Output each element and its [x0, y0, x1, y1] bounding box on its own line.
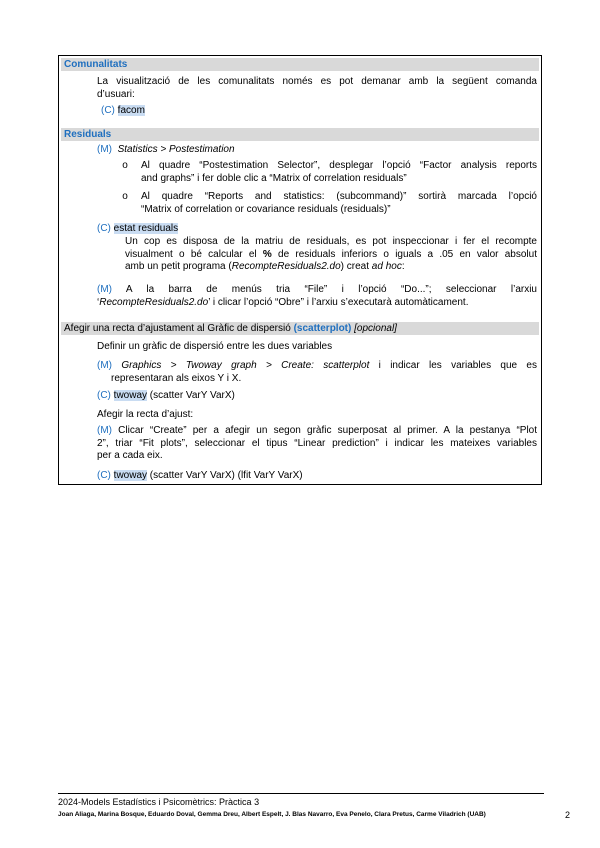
text-italic: ad hoc — [371, 261, 402, 272]
text: i indicar les variables que es — [369, 360, 537, 371]
residuals-paragraph — [125, 236, 537, 274]
command-keyword: twoway — [113, 470, 148, 481]
section-header-residuals: Residuals — [61, 128, 539, 141]
bullet-2-line1: Al quadre “Reports and statistics: (subcommand)” sortirà marcada l’opció — [141, 191, 537, 202]
scatter-menu — [97, 360, 537, 385]
command-text: (scatter VarY VarX) — [147, 390, 235, 401]
residuals-menu-2 — [97, 284, 537, 309]
header-optional: [opcional] — [351, 323, 397, 334]
bullet-icon: o — [122, 191, 128, 202]
command-text: estat residuals — [113, 223, 179, 234]
menu2-line2 — [97, 297, 537, 310]
residuals-cmd — [97, 223, 178, 236]
header-text: Afegir una recta d’ajustament al Gràfic de dispersió — [64, 323, 294, 334]
paragraph-line3 — [125, 261, 537, 274]
comunalitats-cmd — [101, 105, 145, 118]
residuals-bullet-2 — [141, 191, 537, 216]
text: : — [401, 261, 405, 272]
filename: RecompteResiduals2.do — [231, 261, 341, 272]
bullet-2-line2: “Matrix of correlation or covariance residuals (residuals)” — [141, 203, 391, 215]
footer-authors: Joan Aliaga, Marina Bosque, Eduardo Doval, Gemma Dreu, Albert Espelt, J. Blas Navarro, Eva Penelo, Clara Pretus, Carme Viladrich (UAB) — [58, 811, 486, 818]
command-marker: (C) — [97, 223, 111, 234]
scatter-menu2-line1 — [97, 425, 537, 438]
filename: RecompteResiduals2.do — [99, 296, 209, 308]
paragraph-line2 — [125, 249, 537, 262]
scatter-menu-line1 — [97, 360, 537, 373]
footer-course: 2024-Models Estadístics i Psicomètrics: Pràctica 3 — [58, 797, 260, 807]
text: amb un petit programa ( — [125, 261, 232, 272]
bullet-1-line2: and graphs” i fer doble clic a “Matrix of correlation residuals” — [141, 172, 407, 184]
text: de residuals inferiors o iguals a .05 en valor absolut — [271, 248, 537, 260]
section-header-scatter — [61, 322, 539, 335]
scatter-menu-line2: representaran als eixos Y i X. — [111, 372, 242, 384]
footer-rule — [58, 793, 544, 794]
menu2-line1 — [97, 284, 537, 297]
text: ’ i clicar l’opció “Obre” i l’arxiu s’executarà automàticament. — [208, 296, 469, 308]
command-marker: (C) — [97, 390, 111, 401]
text: Clicar “Create” per a afegir un segon gràfic superposat al primer. A la pestanya “Plot — [112, 425, 537, 436]
comunalitats-desc-line2: d’usuari: — [97, 88, 135, 100]
command-text: (scatter VarY VarX) (lfit VarY VarX) — [147, 470, 303, 481]
scatter-menu2-line2: 2”, triar “Fit plots”, seleccionar el tipus “Linear prediction” i indicar les mateixes variables — [97, 437, 537, 449]
scatter-menu-2 — [97, 425, 537, 463]
text: ) creat — [340, 261, 372, 272]
menu-marker: (M) — [97, 284, 112, 295]
page-number: 2 — [565, 810, 571, 820]
command-text: facom — [117, 105, 145, 116]
bullet-icon: o — [122, 160, 128, 171]
text: visualment o bé calcular el — [125, 248, 263, 260]
text: ‘ — [97, 296, 100, 308]
menu-marker: (M) — [97, 360, 112, 371]
command-marker: (C) — [101, 105, 115, 116]
residuals-bullet-1 — [141, 160, 537, 185]
menu-path: Graphics > Twoway graph > Create: scatterplot — [121, 360, 370, 371]
scatter-menu2-line3: per a cada eix. — [97, 450, 163, 461]
text: A la barra de menús tria “File” i l’opció “Do...”; seleccionar l’arxiu — [125, 284, 537, 295]
menu-path: Statistics > Postestimation — [117, 144, 235, 155]
scatter-fit-label: Afegir la recta d’ajust: — [97, 409, 194, 420]
scatter-cmd-1 — [97, 390, 235, 403]
content-box — [58, 55, 542, 485]
scatter-cmd-2 — [97, 470, 303, 483]
command-marker: (C) — [97, 470, 111, 481]
section-header-comunalitats: Comunalitats — [61, 58, 539, 71]
menu-marker: (M) — [97, 144, 112, 155]
paragraph-line1: Un cop es disposa de la matriu de residuals, es pot inspeccionar i fer el recompte — [125, 236, 537, 247]
comunalitats-desc — [97, 76, 537, 101]
comunalitats-desc-line1: La visualització de les comunalitats només es pot demanar amb la següent comanda — [97, 76, 537, 87]
bullet-1-line1: Al quadre “Postestimation Selector”, desplegar l’opció “Factor analysis reports — [141, 160, 537, 171]
residuals-menu — [97, 144, 235, 157]
percent-sign: % — [262, 248, 272, 260]
menu-marker: (M) — [97, 425, 112, 436]
command-keyword: twoway — [113, 390, 148, 401]
header-keyword: (scatterplot) — [293, 323, 352, 334]
scatter-intro: Definir un gràfic de dispersió entre les dues variables — [97, 341, 333, 352]
